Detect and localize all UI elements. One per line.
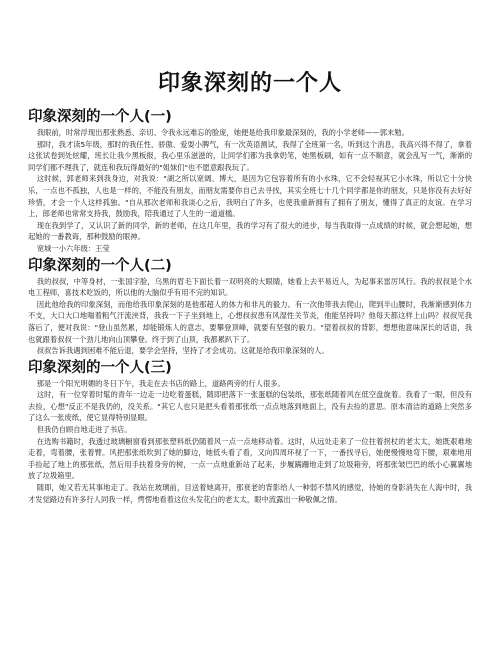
paragraph: 那是一个阳光明媚的冬日下午，我走在去书店的路上，道路两旁的行人很多。 (36, 378, 285, 388)
author-signature: 宽城一小六年级：王莹 (36, 243, 110, 253)
paragraph: 我的叔叔，中等身材，一张国字脸，乌黑的眉毛下面长着一双明亮的大眼睛，她看上去平易近人，为起事来雷厉风行。我的叔叔是个水电工程师，喜技术吃饭的，所以他的大脑似乎有用不完的知识。 (28, 276, 472, 298)
essay-section-1 (28, 108, 472, 255)
section-heading: 印象深刻的一个人(三) (28, 359, 172, 376)
paragraph: 在选购书籍时，我透过玻璃橱窗看到那张塑料纸仍随着风一点一点地移动着。这时，从远处走来了一位拄着拐杖的老太太，她既艰难地走着，弯着腰，张着臂。风把那张纸吹到了她的脚边，她低头看了看，又向四周环视了一下，一番找寻后，她便慢慢地弯下腰，艰难地用手捡起了地上的那张纸，然后用手扶着身旁的树，一点一点地重新站了起来，步履蹒跚地走到了垃圾箱旁，将那张皱巴巴的纸小心翼翼地放了垃圾箱里。 (28, 436, 472, 481)
paragraph: 那时，我才读5年级，那时的我任性、骄傲、爱耍小脾气，有一次英语测试，我得了全班第一名，听到这个消息，我高兴得不得了，拿着这张试卷到处炫耀，班长让我少黑板报，我心里乐滋滋的，让同学们都为我拿奶笔，她黑板刷，如有一点不顺意，就会乱写一气，渐渐的同学们都不理我了，就连和我玩得最好的"姐妹们"也不愿意跟我玩了。 (28, 139, 472, 172)
essay-section-2 (28, 257, 472, 357)
paragraph: 我眼前，时常浮现出那张熟悉、亲切、令我永远难忘的脸庞，她便是给我印象最深刻的，我的小学老师——郭末勉。 (36, 128, 409, 137)
section-heading: 印象深刻的一个人(一) (28, 109, 172, 125)
paragraph: 因此他给我的印象深刻，而他给我印象深刻的是他那超人的体力和非凡的毅力。有一次他带我去爬山，爬到半山腰时，我渐渐感到体力不支，大口大口地喘着粗气汗流浃背，我我一下子坐到地上，心想叔叔患有风湿性关节炎，他能坚持吗？他每天都这样上山吗？叔叔见我落后了，便对我说："登山虽然累，却能锻炼人的意志，要攀登顶峰，就要有坚强的毅力。"望着叔叔的背影，想想他意味深长的话语，我也就跟着叔叔一个劲儿地向山顶攀登。终于到了山顶，我都累趴下了。 (28, 299, 472, 344)
paragraph: 这时，有一位穿着时髦的青年一边走一边吃着蛋糕，随即把落下一张蛋糕的包装纸，那张纸随着风在低空盘旋着。我看了一眼，但没有去捡，心想"反正不是我仍的，没关系。"其它人也只是把头看着那张纸一点点地落到地面上，没有去捡的意思。原本清洁的道路上突然多了这么一张废纸，使它显得特别显眼。 (28, 390, 472, 423)
paragraph: 随即，她又若无其事地走了。我站在玻璃前，目送着她离开，那衰老的背影给人一种弱不禁风的感觉，待她的身影消失在人海中时，我才发觉路边有许多行人同我一样，愕愣地看着这位头发花白的老太太，眼中流露出一种敬佩之情。 (28, 483, 472, 504)
paragraph: 这时候，郭老师来到我身边，对我说："湖之所以宽阔、博大，是因为它包容着所有的小水珠，它不会轻视其它小水珠，所以它十分快乐，一点也不孤独，人也是一样的，不能没有朋友，而朋友需要你自己去寻找，其实全班七十几个同学都是你的朋友，只是你没有去好好珍惜，才会一个人这样孤独。"自从那次老师和我谈心之后，我明白了许多，也使我重新拥有了拥有了朋友，懂得了真正的友谊。在学习上，郎老师也常常支持我，鼓励我，陪我通过了人生的一道道槛。 (28, 174, 472, 219)
paragraph: 叔叔告诉我遇到困难不能后退，要学会坚持，坚持了才会成功。这就是给我印象深刻的人。 (36, 346, 329, 356)
paragraph: 但我仍自顾自地走进了书店。 (36, 425, 132, 435)
paragraph: 现在我到学了，又认识了新的同学，新的老师，在这几年里，我的学习有了很大的进步，每当我取得一点成绩的时候，就会想起她，想起她的一番教诲，那种鼓励的眼神。 (28, 220, 472, 242)
document-title: 印象深刻的一个人 (157, 71, 342, 96)
section-heading: 印象深刻的一个人(二) (28, 257, 172, 274)
essay-section-3 (28, 359, 472, 506)
